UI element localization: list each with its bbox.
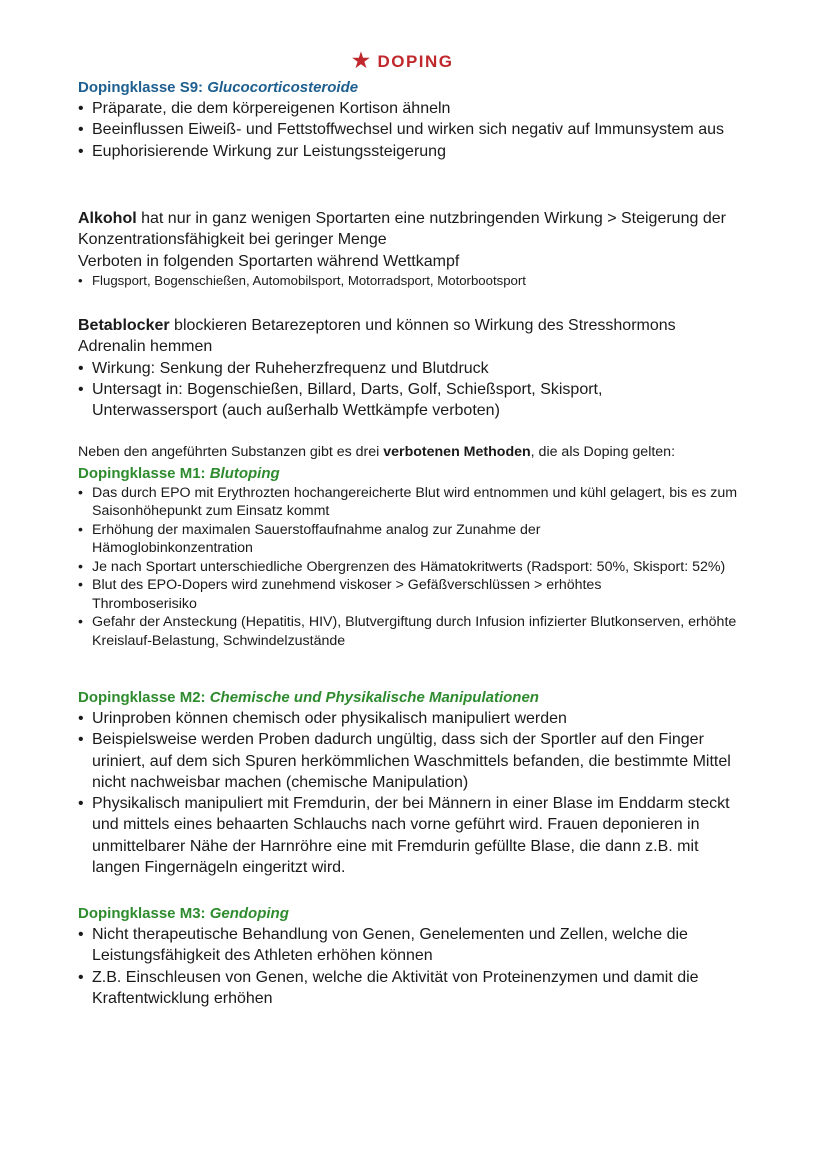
- alkohol-line2: Verboten in folgenden Sportarten während Wettkampf: [78, 252, 460, 270]
- section-m3: [78, 904, 748, 1009]
- list-item: • Untersagt in: Bogenschießen, Billard, Darts, Golf, Schießsport, Skisport, Unterwassersport (auch außerhalb Wettkämpfe verboten): [78, 379, 718, 422]
- heading-label: Dopingklasse M3:: [78, 905, 206, 922]
- betablocker-text: blockieren Betarezeptoren und können so Wirkung des Stresshormons Adrenalin hemmen: [78, 317, 676, 356]
- heading-label: Dopingklasse M1:: [78, 464, 206, 482]
- list-item: • Wirkung: Senkung der Ruheherzfrequenz und Blutdruck: [78, 358, 718, 379]
- star-icon: ★: [352, 50, 372, 72]
- list-item: • Flugsport, Bogenschießen, Automobilsport, Motorradsport, Motorbootsport: [78, 272, 738, 290]
- list-item: • Je nach Sportart unterschiedliche Obergrenzen des Hämatokritwerts (Radsport: 50%, Skisport: 52%): [78, 558, 758, 577]
- m3-heading: [78, 904, 748, 924]
- section-m1: [78, 443, 758, 650]
- m1-heading: [78, 464, 758, 484]
- list-item: • Z.B. Einschleusen von Genen, welche die Aktivität von Proteinenzymen und damit die Kraftentwicklung erhöhen: [78, 967, 748, 1010]
- list-item: • Blut des EPO-Dopers wird zunehmend viskoser > Gefäßverschlüssen > erhöhtes Thromboserisiko: [78, 576, 758, 613]
- methods-intro: [78, 443, 758, 462]
- list-item: • Erhöhung der maximalen Sauerstoffaufnahme analog zur Zunahme der Hämoglobinkonzentration: [78, 521, 758, 558]
- heading-italic: Glucocorticosteroide: [207, 79, 359, 96]
- title-text: DOPING: [377, 52, 454, 71]
- intro-text-end: , die als Doping gelten:: [530, 444, 676, 460]
- list-item: • Urinproben können chemisch oder physikalisch manipuliert werden: [78, 708, 748, 729]
- heading-label: Dopingklasse M2:: [78, 689, 206, 706]
- section-s9: [78, 78, 750, 162]
- list-item: • Euphorisierende Wirkung zur Leistungssteigerung: [78, 141, 738, 162]
- list-item: • Das durch EPO mit Erythrozten hochangereicherte Blut wird entnommen und kühl gelagert, bis es zum Saisonhöhepunkt zum Einsatz kommt: [78, 484, 758, 521]
- heading-italic: Chemische und Physikalische Manipulationen: [209, 689, 539, 706]
- m2-heading: [78, 688, 748, 708]
- section-alkohol: [78, 208, 738, 290]
- list-item: • Beispielsweise werden Proben dadurch ungültig, dass sich der Sportler auf den Finger uriniert, auf dem sich Spuren herkömmlichen Waschmittels befanden, die bestimmte Mittel nicht nachweisbar machen (chemische Manipulation): [78, 729, 748, 793]
- section-m2: [78, 688, 748, 878]
- intro-bold: verbotenen Methoden: [383, 444, 531, 460]
- list-item: • Nicht therapeutische Behandlung von Genen, Genelementen und Zellen, welche die Leistungsfähigkeit des Athleten erhöhen können: [78, 924, 748, 967]
- heading-italic: Blutoping: [209, 464, 280, 482]
- page-title: [352, 48, 454, 73]
- list-item: • Präparate, die dem körpereigenen Kortison ähneln: [78, 98, 738, 119]
- alkohol-term: Alkohol: [78, 210, 137, 227]
- list-item: • Gefahr der Ansteckung (Hepatitis, HIV), Blutvergiftung durch Infusion infizierter Blutkonserven, erhöhte Kreislauf-Belastung, Schwindelzustände: [78, 613, 758, 650]
- intro-text: Neben den angeführten Substanzen gibt es drei: [78, 444, 384, 460]
- alkohol-paragraph: [78, 208, 738, 251]
- betablocker-term: Betablocker: [78, 317, 170, 334]
- alkohol-text: hat nur in ganz wenigen Sportarten eine nutzbringenden Wirkung > Steigerung der Konzentrationsfähigkeit bei geringer Menge: [78, 210, 726, 249]
- heading-italic: Gendoping: [209, 905, 289, 922]
- betablocker-paragraph: [78, 315, 718, 358]
- list-item: • Beeinflussen Eiweiß- und Fettstoffwechsel und wirken sich negativ auf Immunsystem aus: [78, 119, 738, 140]
- s9-heading: [78, 78, 750, 98]
- list-item: • Physikalisch manipuliert mit Fremdurin, der bei Männern in einer Blase im Enddarm steckt und mittels eines behaarten Schlauchs nach vorne geführt wird. Frauen deponieren in unmittelbarer Nähe der Harnröhre eine mit Fremdurin gefüllte Blase, die dann z.B. mit langen Fingernägeln eingeritzt wird.: [78, 793, 748, 878]
- section-betablocker: [78, 315, 718, 421]
- heading-label: Dopingklasse S9:: [78, 79, 204, 96]
